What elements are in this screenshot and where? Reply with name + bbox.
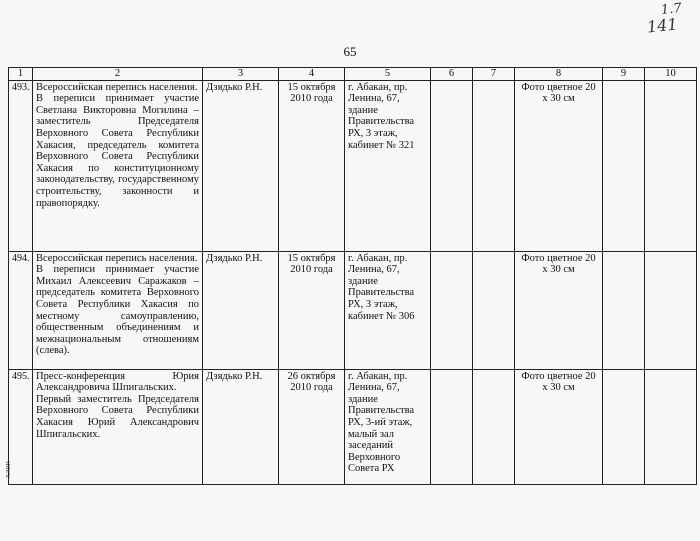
row-number: 494.	[9, 251, 33, 369]
row-col-10	[645, 369, 697, 484]
row-number: 495.	[9, 369, 33, 484]
row-col-10	[645, 251, 697, 369]
row-col-9	[603, 251, 645, 369]
col-header-6: 6	[431, 68, 473, 81]
col-header-5: 5	[345, 68, 431, 81]
col-header-9: 9	[603, 68, 645, 81]
row-author: Дзядько Р.Н.	[203, 80, 279, 251]
row-col-6	[431, 80, 473, 251]
row-date: 15 октября 2010 года	[279, 80, 345, 251]
col-header-2: 2	[33, 68, 203, 81]
row-place: г. Абакан, пр. Ленина, 67, здание Правительства РХ, 3 этаж, кабинет № 306	[345, 251, 431, 369]
corner-handwritten-folio: 141	[646, 14, 679, 37]
row-place: г. Абакан, пр. Ленина, 67, здание Правительства РХ, 3-ий этаж, малый зал заседаний Верховного Совета РХ	[345, 369, 431, 484]
row-place: г. Абакан, пр. Ленина, 67, здание Правительства РХ, 3 этаж, кабинет № 321	[345, 80, 431, 251]
row-format: Фото цветное 20 х 30 см	[515, 251, 603, 369]
side-stamp: ХЭИН	[6, 461, 12, 478]
row-col-6	[431, 369, 473, 484]
row-date: 26 октября 2010 года	[279, 369, 345, 484]
row-author: Дзядько Р.Н.	[203, 369, 279, 484]
row-col-10	[645, 80, 697, 251]
page-number: 65	[343, 44, 357, 59]
row-col-7	[473, 251, 515, 369]
col-header-8: 8	[515, 68, 603, 81]
row-date: 15 октября 2010 года	[279, 251, 345, 369]
description-body: В переписи принимает участие Светлана Викторовна Могилина – заместитель Председателя Верховного Совета Республики Хакасия, председатель комитета Верховного Совета Республики Хакасия по конституционному законодательству, государственному строительству, законности и правопорядку.	[36, 93, 199, 209]
row-author: Дзядько Р.Н.	[203, 251, 279, 369]
description-title: Всероссийская перепись населения.	[36, 252, 198, 264]
corner-handwritten-mark-top: 1.7	[660, 0, 683, 19]
row-description	[33, 369, 203, 484]
description-body: В переписи принимает участие Михаил Алексеевич Саражаков – председатель комитета Верховного Совета Республики Хакасия по местному самоуправлению, общественным объединениям и межнациональным отношениям (слева).	[36, 264, 199, 357]
table-row	[9, 251, 697, 369]
row-description	[33, 80, 203, 251]
row-description	[33, 251, 203, 369]
table-row	[9, 369, 697, 484]
row-col-6	[431, 251, 473, 369]
row-format: Фото цветное 20 х 30 см	[515, 80, 603, 251]
register-table	[8, 67, 697, 485]
description-body: Первый заместитель Председателя Верховного Совета Республики Хакасия Юрий Александрович Шпигальских.	[36, 393, 199, 440]
table-row	[9, 80, 697, 251]
description-title: Пресс-конференция Юрия Александровича Шпигальских.	[36, 370, 199, 394]
col-header-3: 3	[203, 68, 279, 81]
col-header-10: 10	[645, 68, 697, 81]
row-col-9	[603, 80, 645, 251]
description-title: Всероссийская перепись населения.	[36, 81, 198, 93]
row-col-9	[603, 369, 645, 484]
row-format: Фото цветное 20 х 30 см	[515, 369, 603, 484]
col-header-4: 4	[279, 68, 345, 81]
row-number: 493.	[9, 80, 33, 251]
col-header-1: 1	[9, 68, 33, 81]
header-row	[9, 68, 697, 81]
col-header-7: 7	[473, 68, 515, 81]
row-col-7	[473, 80, 515, 251]
row-col-7	[473, 369, 515, 484]
